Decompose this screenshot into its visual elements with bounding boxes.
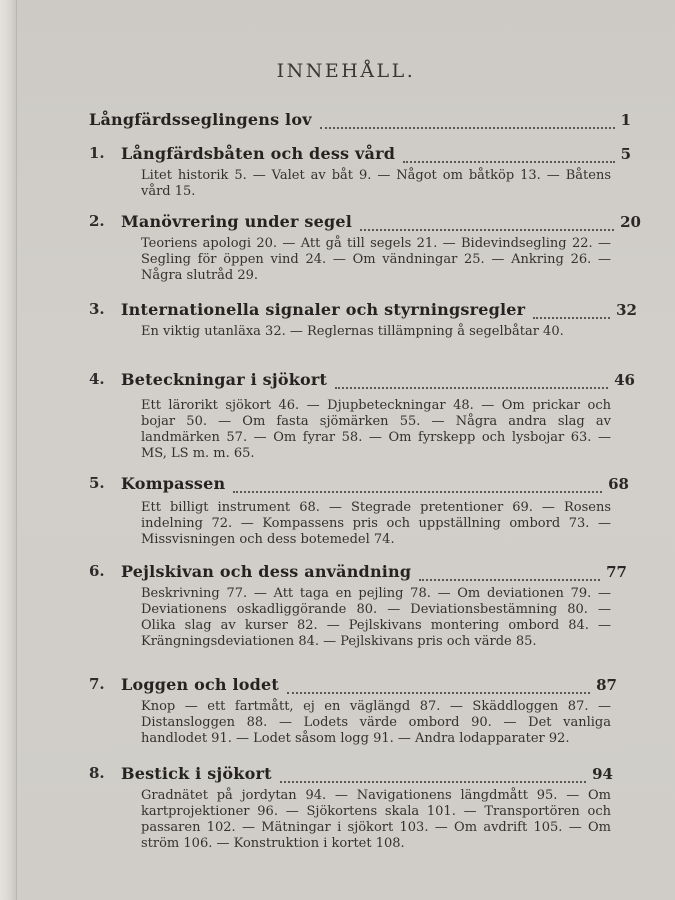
toc-page-number: 20	[620, 213, 641, 231]
toc-heading	[121, 562, 627, 586]
toc-entry-title: Internationella signaler och styrningsregler	[121, 300, 526, 319]
toc-entry-title: Bestick i sjökort	[121, 764, 272, 783]
toc-entry-title: Pejlskivan och dess användning	[121, 562, 412, 581]
toc-page-number: 94	[592, 765, 613, 783]
toc-page-number: 87	[596, 676, 617, 694]
toc-entry-title: Manövrering under segel	[121, 212, 353, 231]
toc-page-number: 77	[606, 563, 627, 581]
toc-entry-subtopics: Knop — ett fartmått, ej en väglängd 87. — Skäddloggen 87. — Distansloggen 88. — Lodets värde ombord 90. — Det vanliga handlodet 91. — Lodet såsom logg 91. — Andra lodapparater 92.	[141, 699, 611, 746]
toc-entry-title: Loggen och lodet	[121, 675, 280, 694]
toc-leader-dots	[403, 161, 614, 163]
toc-entry-title: Beteckningar i sjökort	[121, 370, 328, 389]
toc-leader-dots	[360, 229, 614, 231]
toc-chapter-number: 7.	[89, 675, 105, 693]
toc-entry-subtopics: Ett billigt instrument 68. — Stegrade pretentioner 69. — Rosens indelning 72. — Kompassens pris och uppställning ombord 73. — Missvisningen och dess botemedel 74.	[141, 500, 611, 547]
toc-entry-title: Kompassen	[121, 474, 226, 493]
toc-leader-dots	[233, 491, 602, 493]
toc-leader-dots	[320, 127, 615, 129]
toc-entry-subtopics: Teoriens apologi 20. — Att gå till segels 21. — Bidevindsegling 22. — Segling för öppen vind 24. — Om vändningar 25. — Ankring 26. — Några slutråd 29.	[141, 236, 611, 283]
toc-heading	[121, 474, 629, 498]
toc-chapter-number: 4.	[89, 370, 105, 388]
toc-heading	[121, 300, 637, 324]
book-gutter	[0, 0, 17, 900]
toc-entry-subtopics: Beskrivning 77. — Att taga en pejling 78. — Om deviationen 79. — Deviationens oskadliggörande 80. — Deviationsbestämning 80. — Olika slag av kurser 82. — Pejlskivans montering ombord 84. — Krängningsdeviationen 84. — Pejlskivans pris och värde 85.	[141, 586, 611, 649]
toc-leader-dots	[280, 781, 586, 783]
toc-chapter-number: 5.	[89, 474, 105, 492]
toc-chapter-number: 1.	[89, 144, 105, 162]
toc-leader-dots	[533, 317, 610, 319]
toc-chapter-number: 6.	[89, 562, 105, 580]
toc-entry-subtopics: Gradnätet på jordytan 94. — Navigationens längdmått 95. — Om kartprojektioner 96. — Sjökortens skala 101. — Transportören och passaren 102. — Mätningar i sjökort 103. — Om avdrift 105. — Om ström 106. — Konstruktion i kortet 108.	[141, 788, 611, 851]
toc-heading	[121, 144, 631, 168]
toc-chapter-number: 8.	[89, 764, 105, 782]
toc-page-number: 32	[616, 301, 637, 319]
toc-chapter-number: 2.	[89, 212, 105, 230]
toc-heading	[121, 370, 635, 394]
toc-entry-subtopics: Ett lärorikt sjökort 46. — Djupbeteckningar 48. — Om prickar och bojar 50. — Om fasta sjömärken 55. — Några andra slag av landmärken 57. — Om fyrar 58. — Om fyrskepp och lysbojar 63. — MS, LS m. m. 65.	[141, 398, 611, 461]
toc-heading	[121, 764, 613, 788]
toc-heading	[89, 110, 631, 134]
book-page	[17, 0, 675, 900]
toc-heading	[121, 675, 617, 699]
toc-entry-title: Långfärdsbåten och dess vård	[121, 144, 396, 163]
toc-entry-title: Långfärdsseglingens lov	[89, 110, 312, 129]
toc-heading	[121, 212, 641, 236]
toc-page-number: 68	[608, 475, 629, 493]
toc-leader-dots	[335, 387, 608, 389]
toc-chapter-number: 3.	[89, 300, 105, 318]
toc-entry-subtopics: Litet historik 5. — Valet av båt 9. — Något om båtköp 13. — Båtens vård 15.	[141, 168, 611, 199]
toc-page-number: 1	[620, 111, 631, 129]
toc-page-number: 5	[620, 145, 631, 163]
page-title: INNEHÅLL.	[276, 60, 416, 82]
toc-leader-dots	[419, 579, 600, 581]
toc-leader-dots	[287, 692, 590, 694]
toc-page-number: 46	[614, 371, 635, 389]
toc-entry-subtopics: En viktig utanläxa 32. — Reglernas tillämpning å segelbåtar 40.	[141, 324, 564, 339]
